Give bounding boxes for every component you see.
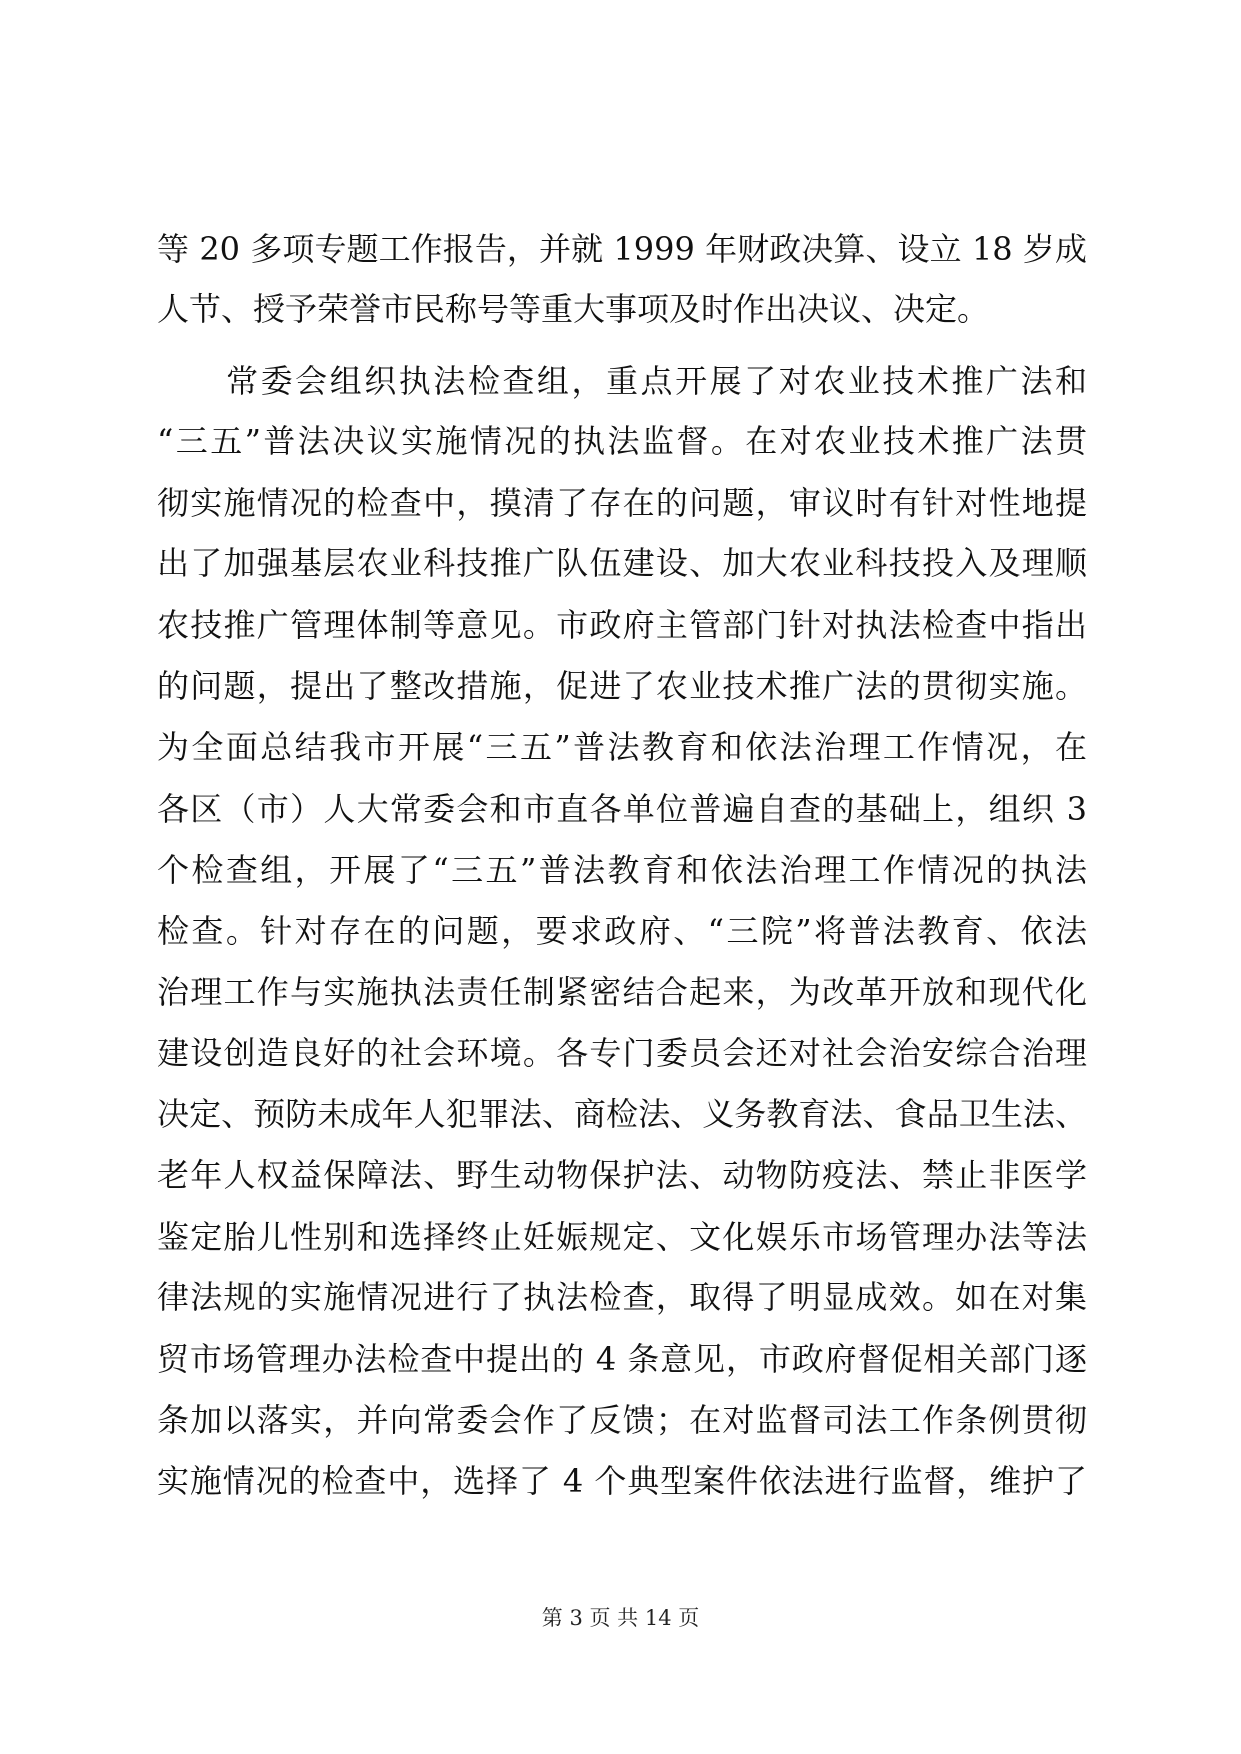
text-line-20: 条加以落实，并向常委会作了反馈；在对监督司法工作条例贯彻 xyxy=(157,1401,1087,1439)
text-line-4: “三五”普法决议实施情况的执法监督。在对农业技术推广法贯 xyxy=(157,422,1087,460)
text-line-16: 老年人权益保障法、野生动物保护法、动物防疫法、禁止非医学 xyxy=(157,1156,1087,1194)
text-line-7: 农技推广管理体制等意见。市政府主管部门针对执法检查中指出 xyxy=(157,606,1087,644)
page-footer: 第 3 页 共 14 页 xyxy=(541,1606,700,1630)
text-line-6: 出了加强基层农业科技推广队伍建设、加大农业科技投入及理顺 xyxy=(157,544,1087,582)
text-line-21: 实施情况的检查中，选择了 4 个典型案件依法进行监督，维护了 xyxy=(157,1462,1087,1500)
text-line-5: 彻实施情况的检查中，摸清了存在的问题，审议时有针对性地提 xyxy=(157,484,1087,522)
text-line-17: 鉴定胎儿性别和选择终止妊娠规定、文化娱乐市场管理办法等法 xyxy=(157,1218,1087,1256)
text-line-8: 的问题，提出了整改措施，促进了农业技术推广法的贯彻实施。 xyxy=(157,667,1087,705)
text-line-13: 治理工作与实施执法责任制紧密结合起来，为改革开放和现代化 xyxy=(157,973,1087,1011)
text-line-19: 贸市场管理办法检查中提出的 4 条意见，市政府督促相关部门逐 xyxy=(157,1340,1087,1378)
text-line-3: 常委会组织执法检查组，重点开展了对农业技术推广法和 xyxy=(157,362,1087,400)
text-line-9: 为全面总结我市开展“三五”普法教育和依法治理工作情况，在 xyxy=(157,728,1087,766)
text-line-11: 个检查组，开展了“三五”普法教育和依法治理工作情况的执法 xyxy=(157,851,1087,889)
text-line-2: 人节、授予荣誉市民称号等重大事项及时作出决议、决定。 xyxy=(157,290,990,328)
text-line-14: 建设创造良好的社会环境。各专门委员会还对社会治安综合治理 xyxy=(157,1034,1087,1072)
text-line-15: 决定、预防未成年人犯罪法、商检法、义务教育法、食品卫生法、 xyxy=(157,1095,1087,1133)
text-line-10: 各区（市）人大常委会和市直各单位普遍自查的基础上，组织 3 xyxy=(157,790,1087,828)
text-line-12: 检查。针对存在的问题，要求政府、“三院”将普法教育、依法 xyxy=(157,912,1087,950)
text-line-18: 律法规的实施情况进行了执法检查，取得了明显成效。如在对集 xyxy=(157,1278,1087,1316)
text-line-1: 等 20 多项专题工作报告，并就 1999 年财政决算、设立 18 岁成 xyxy=(157,230,1087,268)
